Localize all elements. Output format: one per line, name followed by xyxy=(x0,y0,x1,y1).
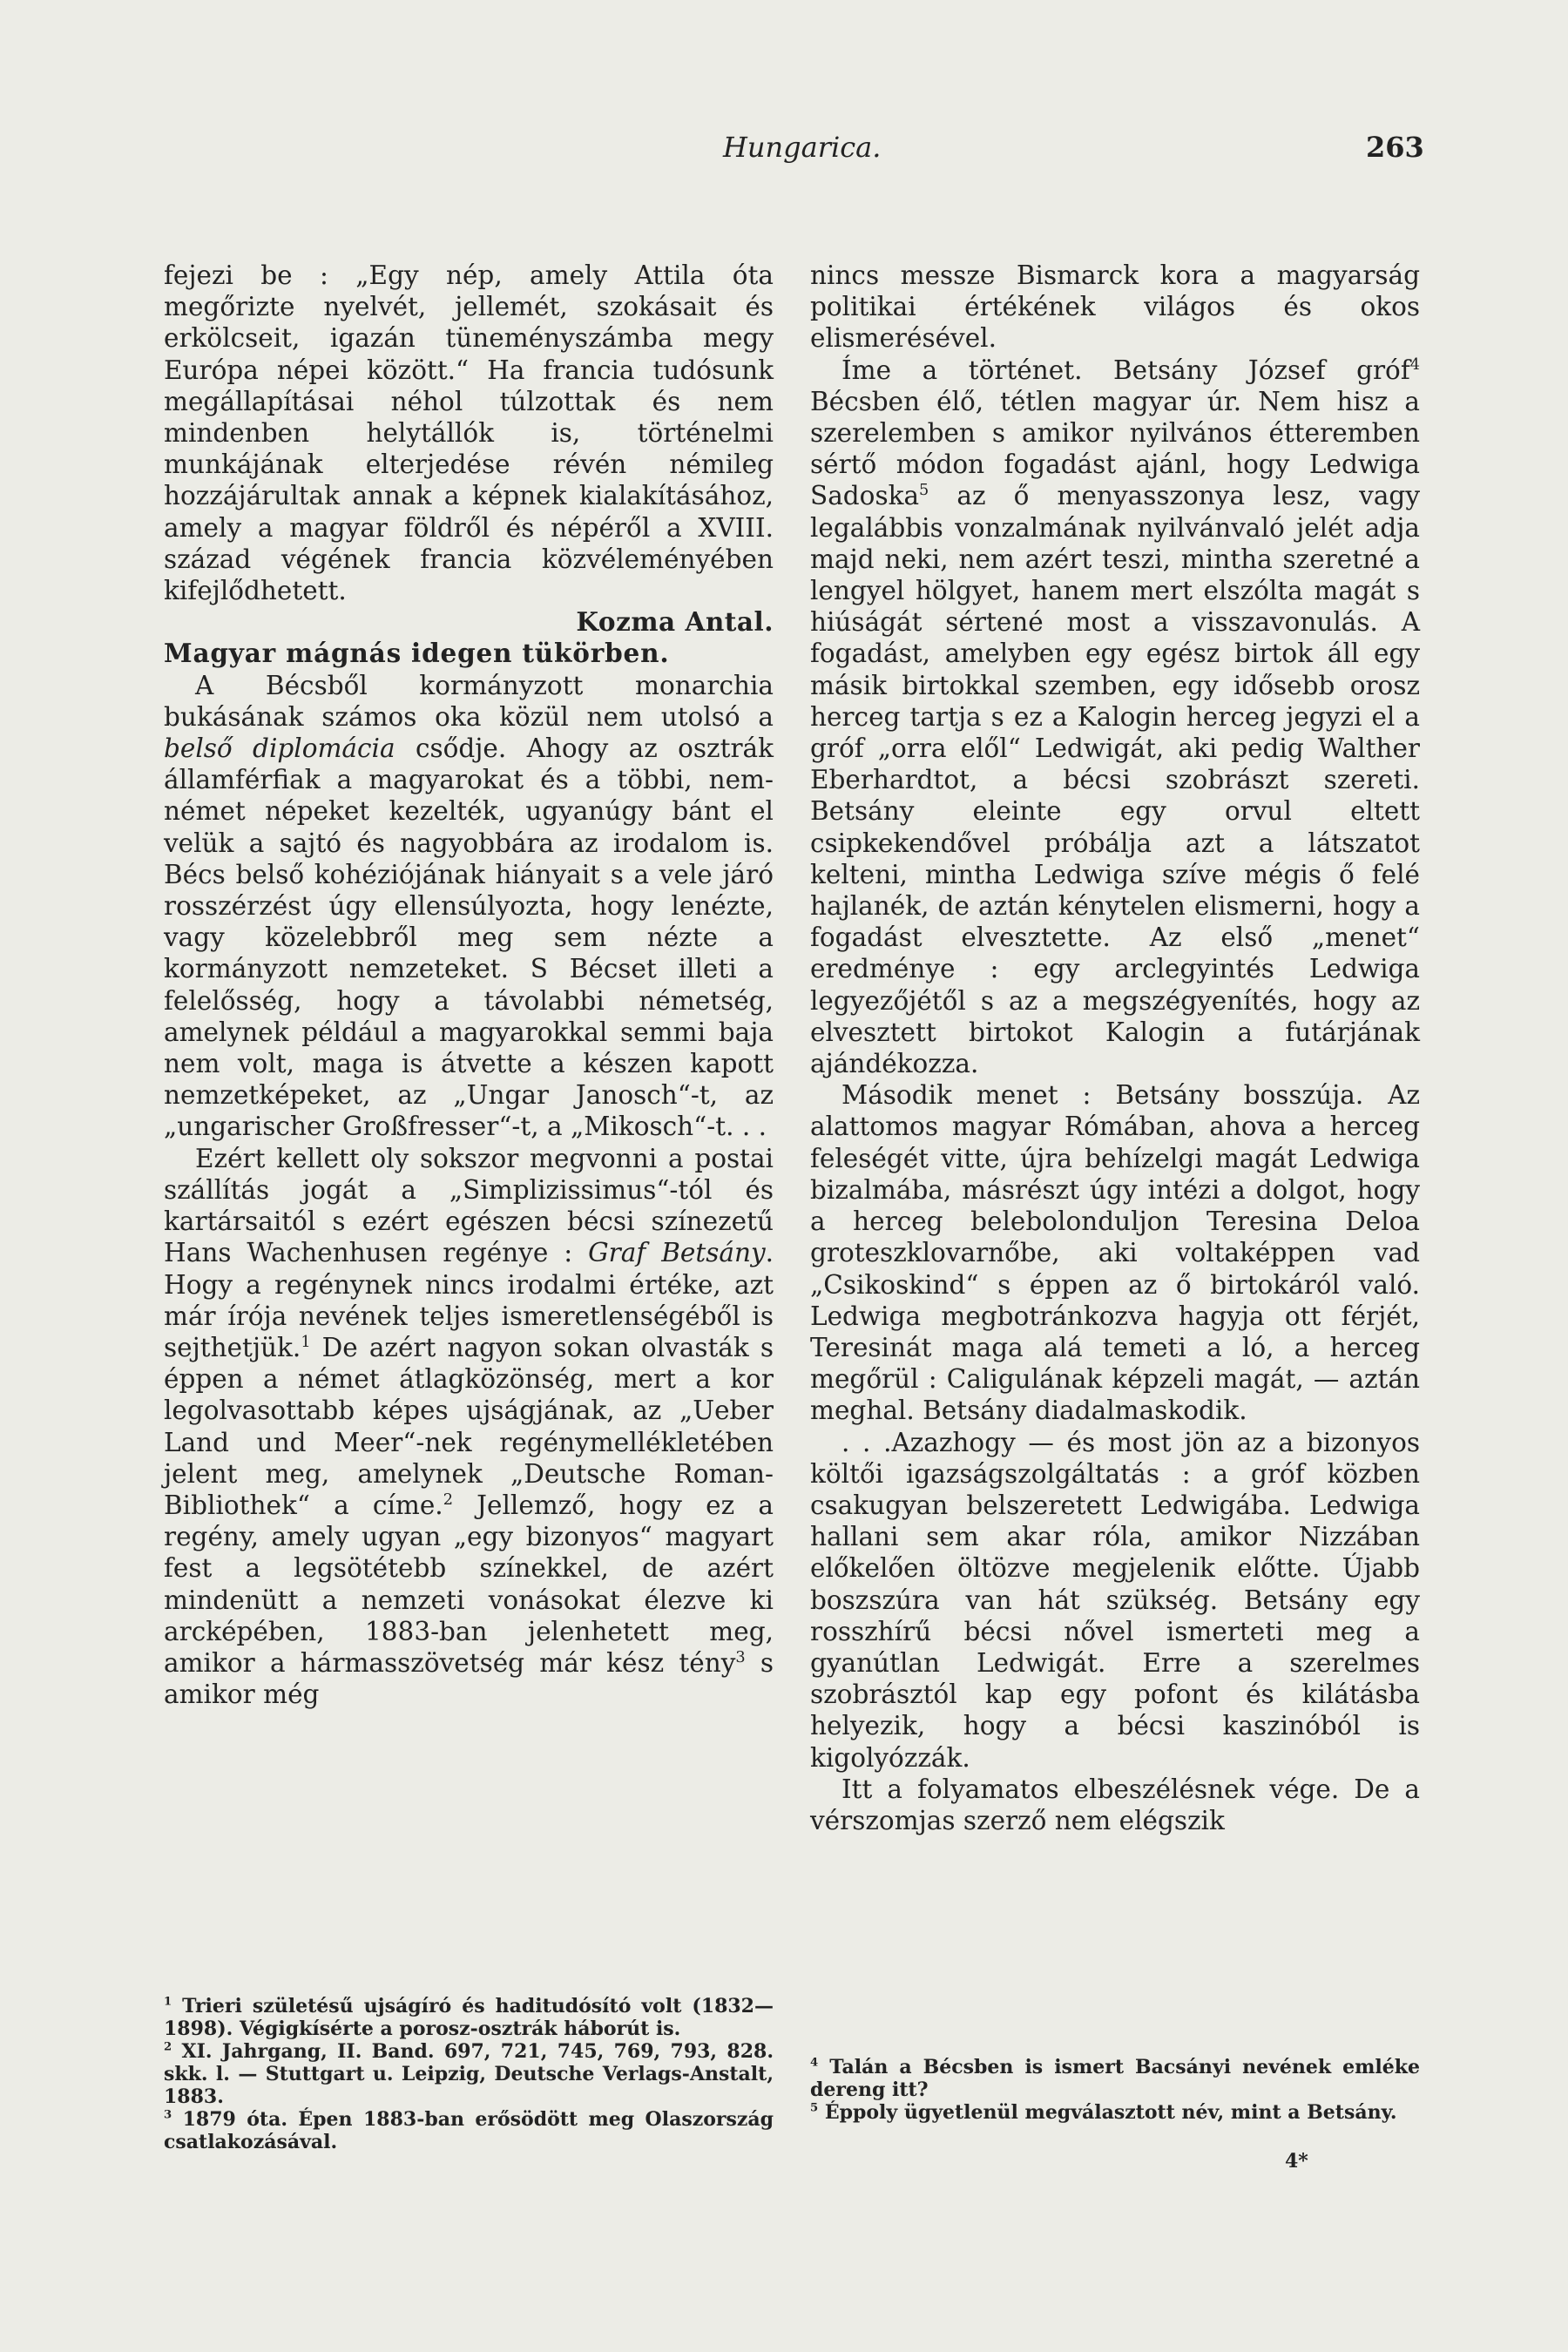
footnote: $^4$ Talán a Bécsben is ismert Bacsányi nevének emléke dereng itt? xyxy=(810,2056,1420,2101)
author-signature: Kozma Antal. xyxy=(576,606,774,638)
paragraph: Ezért kellett oly sokszor megvonni a postai szállítás jogát a „Simplizissimus“-tól és kartársaitól s ezért egészen bécsi színezetű Hans Wachenhusen regénye : Graf Betsány. Hogy a regénynek nincs irodalmi értéke, azt már írója nevének teljes ismeretlenségéből is sejthetjük.$^1$ De azért nagyon sokan olvasták s éppen a német átlagközönség, mert a kor legolvasottabb képes ujságjának, az „Ueber Land und Meer“-nek regénymellékletében jelent meg, amelynek „Deutsche Roman-Bibliothek“ a címe.$^2$ Jellemző, hogy ez a regény, amely ugyan „egy bizonyos“ magyart fest a legsötétebb színekkel, de azért mindenütt a nemzeti vonásokat élezve ki arcképében, 1883-ban jelenhetett meg, amikor a hármasszövetség már kész tény$^3$ s amikor még xyxy=(164,1143,774,1710)
footnote-ref: 2 xyxy=(443,1491,453,1510)
footnotes-right xyxy=(810,2056,1420,2124)
footnote: $^1$ Trieri születésű ujságíró és haditudósító volt (1832—1898). Végigkísérte a porosz-osztrák háborút is. xyxy=(164,1995,774,2040)
paragraph: nincs messze Bismarck kora a magyarság politikai értékének világos és okos elismerésével. xyxy=(810,260,1420,354)
footnotes-left xyxy=(164,1995,774,2153)
paragraph: . . .Azazhogy — és most jön az a bizonyos költői igazságszolgáltatás : a gróf közben csakugyan belszeretett Ledwigába. Ledwiga hallani sem akar róla, amikor Nizzában előkelően öltözve megjelenik előtte. Újabb boszszúra van hát szükség. Betsány egy rosszhírű bécsi nővel ismerteti meg a gyanútlan Ledwigát. Erre a szerelmes szobrásztól kap egy pofont és kilátásba helyezik, hogy a bécsi kaszinóból is kigolyózzák. xyxy=(810,1427,1420,1773)
page-header xyxy=(0,131,1568,174)
running-title: Hungarica. xyxy=(723,131,882,164)
footnote-ref: 3 xyxy=(735,1649,746,1667)
paragraph: Íme a történet. Betsány József gróf$^4$ Bécsben élő, tétlen magyar úr. Nem hisz a szerelemben s amikor nyilvános étteremben sértő módon fogadást ajánl, hogy Ledwiga Sadoska$^5$ az ő menyasszonya lesz, vagy legalábbis vonzalmának nyilvánvaló jelét adja majd neki, nem azért teszi, mintha szeretné a lengyel hölgyet, hanem mert elszólta magát s hiúságát sértené most a visszavonulás. A fogadást, amelyben egy egész birtok áll egy másik birtokkal szemben, egy idősebb orosz herceg tartja s ez a Kalogin herceg jegyzi el a gróf „orra elől“ Ledwigát, aki pedig Walther Eberhardtot, a bécsi szobrászt szereti. Betsány eleinte egy orvul eltett csipkekendővel próbálja azt a látszatot kelteni, mintha Ledwiga szíve mégis ő felé hajlanék, de aztán kénytelen elismerni, hogy a fogadást elvesztette. Az első „menet“ eredménye : egy arclegyintés Ledwiga legyezőjétől s az a megszégyenítés, hogy az elvesztett birtokot Kalogin a futárjának ajándékozza. xyxy=(810,355,1420,1079)
paragraph: Második menet : Betsány bosszúja. Az alattomos magyar Rómában, ahova a herceg feleségét vitte, újra behízelgi magát Ledwiga bizalmába, másrészt úgy intézi a dolgot, hogy a herceg belebolonduljon Teresina Deloa groteszklovarnőbe, aki voltaképpen vad „Csikoskind“ s éppen az ő birtokáról való. Ledwiga megbotránkozva hagyja ott férjét, Teresinát maga alá temeti a ló, a herceg megőrül : Caligulának képzeli magát, — aztán meghal. Betsány diadalmaskodik. xyxy=(810,1080,1420,1426)
footnote: $^3$ 1879 óta. Épen 1883-ban erősödött meg Olaszország csatlakozásával. xyxy=(164,2108,774,2153)
right-column xyxy=(810,260,1420,1836)
section-heading: Magyar mágnás idegen tükörben. xyxy=(164,638,670,669)
paragraph: A Bécsből kormányzott monarchia bukásának számos oka közül nem utolsó a belső diplomácia csődje. Ahogy az osztrák államférfiak a magyarokat és a többi, nem-német népeket kezelték, ugyanúgy bánt el velük a sajtó és nagyobbára az irodalom is. Bécs belső kohéziójának hiányait s a vele járó rosszérzést úgy ellensúlyozta, hogy lenézte, vagy közelebbről meg sem nézte a kormányzott nemzeteket. S Bécset illeti a felelősség, hogy a távolabbi németség, amelynek például a magyarokkal semmi baja nem volt, maga is átvette a készen kapott nemzetképeket, az „Ungar Janosch“-t, az „ungarischer Großfresser“-t, a „Mikosch“-t. . . xyxy=(164,670,774,1142)
page-number: 263 xyxy=(1366,131,1424,164)
footnote-ref: 5 xyxy=(919,482,929,500)
signature-mark: 4* xyxy=(1285,2150,1308,2173)
left-column xyxy=(164,260,774,1710)
paragraph: Itt a folyamatos elbeszélésnek vége. De a vérszomjas szerző nem elégszik xyxy=(810,1774,1420,1835)
footnote: $^2$ XI. Jahrgang, II. Band. 697, 721, 745, 769, 793, 828. skk. l. — Stuttgart u. Leipzig, Deutsche Verlags-Anstalt, 1883. xyxy=(164,2040,774,2108)
paragraph: fejezi be : „Egy nép, amely Attila óta megőrizte nyelvét, jellemét, szokásait és erkölcseit, igazán tüneményszámba megy Európa népei között.“ Ha francia tudósunk megállapításai néhol túlzottak és nem mindenben helytállók is, történelmi munkájának elterjedése révén némileg hozzájárultak annak a képnek kialakításához, amely a magyar földről és népéről a XVIII. század végének francia közvéleményében kifejlődhetett. xyxy=(164,260,774,606)
footnote-ref: 1 xyxy=(301,1334,311,1352)
footnote: $^5$ Éppoly ügyetlenül megválasztott név, mint a Betsány. xyxy=(810,2101,1397,2124)
footnote-ref: 4 xyxy=(1409,355,1420,374)
emphasis: Graf Betsány xyxy=(588,1238,766,1268)
emphasis: belső diplomácia xyxy=(164,733,395,764)
